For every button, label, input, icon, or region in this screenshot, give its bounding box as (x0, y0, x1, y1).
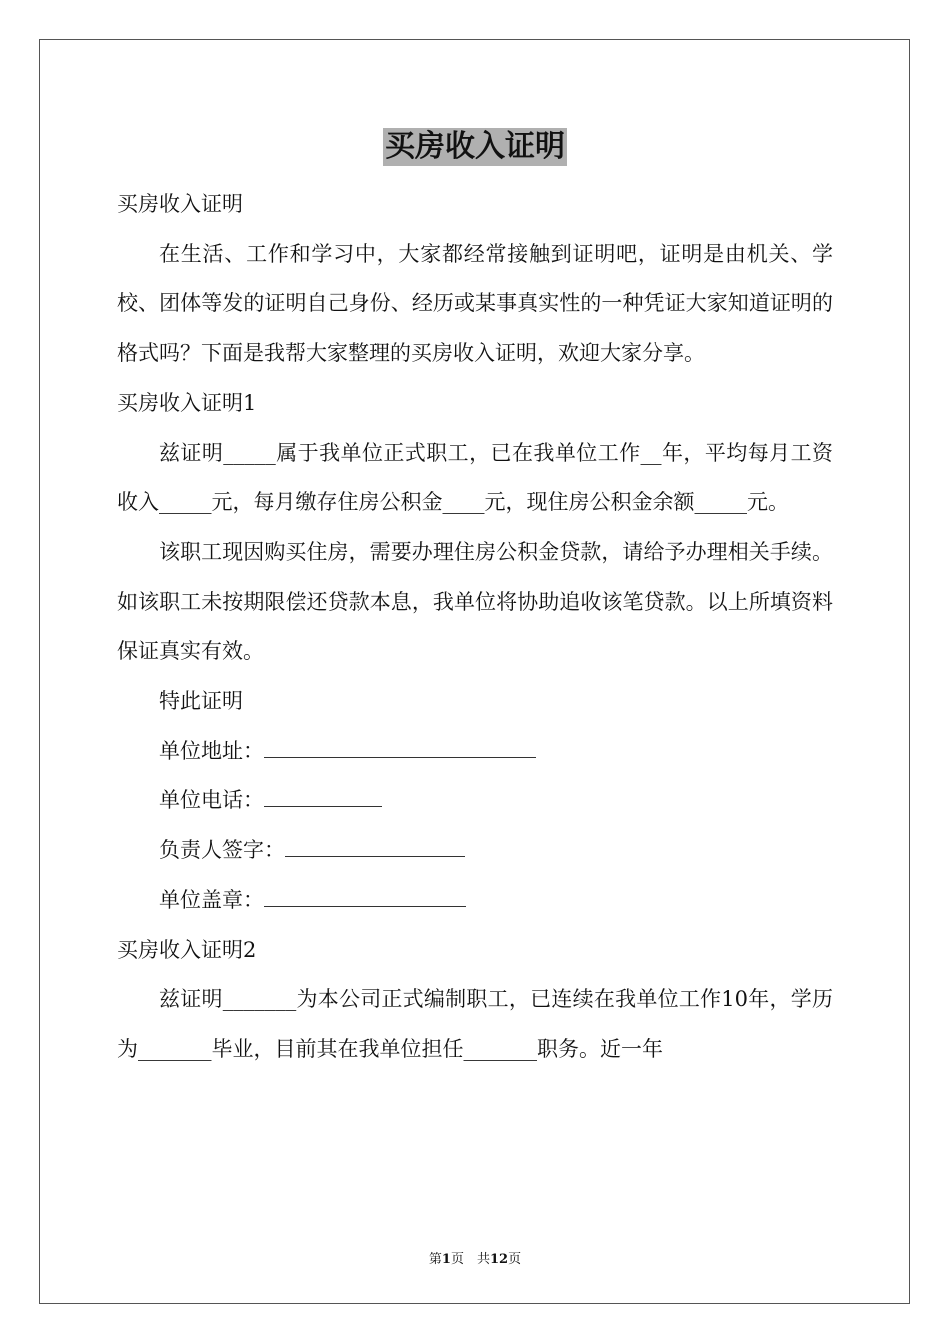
blank-line (264, 788, 382, 807)
field-unit-address (117, 727, 833, 777)
section1-closing: 特此证明 (159, 689, 243, 714)
section1-paragraph-1: 兹证明_____属于我单位正式职工，已在我单位工作__年，平均每月工资收入_____元，每月缴存住房公积金____元，现住房公积金余额_____元。 (117, 440, 833, 515)
field-label: 单位地址： (159, 738, 264, 763)
section2-heading: 买房收入证明2 (117, 937, 257, 962)
title-wrap (117, 120, 833, 180)
section2-paragraph-1: 兹证明_______为本公司正式编制职工，已连续在我单位工作10年，学历为_______毕业，目前其在我单位担任_______职务。近一年 (117, 987, 833, 1061)
footer-mid: 页 共 (450, 1252, 490, 1267)
footer-page-number: 1 (441, 1252, 451, 1267)
field-label: 单位电话： (159, 788, 264, 813)
blank-line (264, 739, 536, 758)
section1-heading: 买房收入证明1 (117, 390, 257, 415)
field-label: 负责人签字： (159, 838, 285, 863)
intro-paragraph: 在生活、工作和学习中，大家都经常接触到证明吧，证明是由机关、学校、团体等发的证明自己身份、经历或某事真实性的一种凭证大家知道证明的格式吗？下面是我帮大家整理的买房收入证明，欢迎大家分享。 (117, 241, 833, 366)
blank-line (264, 888, 466, 907)
document-subtitle: 买房收入证明 (117, 192, 243, 216)
field-signature (117, 826, 833, 876)
field-label: 单位盖章： (159, 887, 264, 912)
footer-prefix: 第 (428, 1252, 442, 1267)
footer-suffix: 页 (508, 1252, 522, 1267)
field-seal (117, 876, 833, 926)
field-unit-phone (117, 776, 833, 826)
document-title: 买房收入证明 (385, 129, 565, 164)
blank-line (285, 838, 465, 857)
document-body (117, 120, 833, 1075)
page-footer (0, 1248, 950, 1267)
footer-total-pages: 12 (489, 1252, 509, 1267)
section1-paragraph-2: 该职工现因购买住房，需要办理住房公积金贷款，请给予办理相关手续。如该职工未按期限偿还贷款本息，我单位将协助追收该笔贷款。以上所填资料保证真实有效。 (117, 539, 833, 664)
